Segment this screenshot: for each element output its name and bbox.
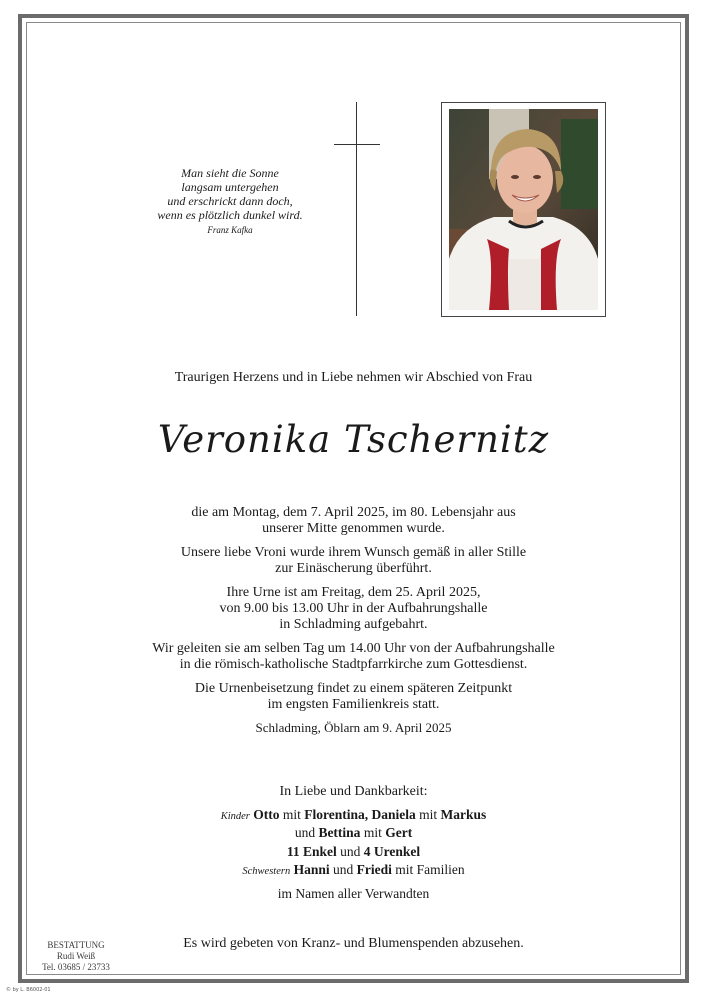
family-children-line [30, 806, 677, 826]
paragraph-death [30, 505, 677, 537]
paragraph-urn [30, 585, 677, 633]
paragraph-cremation [30, 545, 677, 577]
family-member: 11 Enkel [286, 844, 337, 859]
family-grandchildren-line [30, 843, 677, 861]
family-member: Hanni [293, 862, 330, 877]
family-member: Otto [253, 807, 280, 822]
connector: mit Familien [395, 862, 465, 877]
family-member: Gert [385, 825, 413, 840]
family-sisters-line [30, 861, 677, 881]
paragraph-line: unserer Mitte genommen wurde. [262, 521, 445, 536]
connector: mit [363, 825, 382, 840]
family-member: Bettina [318, 825, 361, 840]
intro-text: Traurigen Herzens und in Liebe nehmen wir Abschied von Frau [174, 370, 533, 385]
place-date: Schladming, Öblarn am 9. April 2025 [255, 720, 452, 735]
quote-line-4: wenn es plötzlich dunkel wird. [157, 208, 303, 222]
paragraph-line: die am Montag, dem 7. April 2025, im 80. Lebensjahr aus [191, 505, 516, 520]
funeral-home-line-3: Tel. 03685 / 23733 [42, 962, 110, 972]
copyright-note: © by L. B6002-01 [6, 987, 51, 993]
cross-icon [356, 102, 357, 316]
paragraph-line: in die römisch-katholische Stadtpfarrkirche zum Gottesdienst. [179, 657, 528, 672]
thanks-heading: In Liebe und Dankbarkeit: [279, 784, 428, 799]
family-children-line-2 [30, 824, 677, 842]
paragraph-line: im engsten Familienkreis statt. [267, 697, 440, 712]
paragraph-line: Die Urnenbeisetzung findet zu einem späteren Zeitpunkt [194, 681, 513, 696]
paragraph-line: zur Einäscherung überführt. [275, 561, 432, 576]
connector: mit [419, 807, 438, 822]
funeral-home-line-2: Rudi Weiß [56, 951, 96, 961]
connector: und [340, 844, 361, 859]
paragraph-line: Wir geleiten sie am selben Tag um 14.00 Uhr von der Aufbahrungshalle [152, 641, 555, 656]
kinder-label: Kinder [220, 811, 250, 822]
family-member: Markus [440, 807, 487, 822]
quote-line-3: und erschrickt dann doch, [167, 194, 293, 208]
connector: und [332, 862, 354, 877]
quote-line-1: Man sieht die Sonne [181, 166, 279, 180]
paragraph-line: Ihre Urne ist am Freitag, dem 25. April 2025, [226, 585, 481, 600]
schwestern-label: Schwestern [242, 866, 291, 877]
portrait-frame [441, 102, 606, 317]
family-member: 4 Urenkel [363, 844, 421, 859]
flower-request: Es wird gebeten von Kranz- und Blumenspenden abzusehen. [183, 936, 524, 951]
portrait-photo [449, 109, 598, 310]
paragraph-line: von 9.00 bis 13.00 Uhr in der Aufbahrungshalle [219, 601, 488, 616]
paragraph-line: in Schladming aufgebahrt. [279, 617, 428, 632]
quote-author: Franz Kafka [207, 225, 253, 235]
kafka-quote [150, 166, 310, 237]
paragraph-service [30, 641, 677, 673]
deceased-name: Veronika Tschernitz [157, 418, 550, 461]
connector: mit [282, 807, 301, 822]
funeral-home-stamp [40, 940, 112, 973]
quote-line-2: langsam untergehen [181, 180, 279, 194]
funeral-home-line-1: BESTATTUNG [47, 940, 105, 950]
paragraph-line: Unsere liebe Vroni wurde ihrem Wunsch gemäß in aller Stille [180, 545, 527, 560]
family-relatives-line: im Namen aller Verwandten [277, 886, 430, 901]
family-member: Friedi [356, 862, 392, 877]
cross-icon-bar [334, 144, 380, 145]
connector: und [294, 825, 316, 840]
family-member: Florentina, Daniela [304, 807, 416, 822]
paragraph-burial [30, 681, 677, 713]
